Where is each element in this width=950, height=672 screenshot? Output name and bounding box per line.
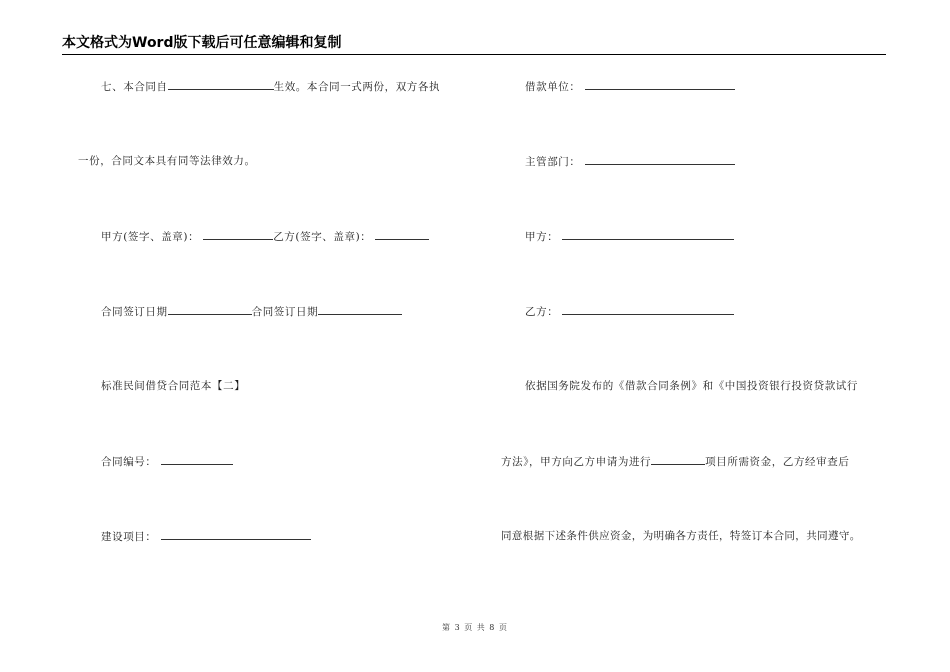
project-blank bbox=[161, 529, 311, 540]
project-name-blank bbox=[651, 454, 705, 465]
basis-text: 依据国务院发布的《借款合同条例》和《中国投资银行投资贷款试行 bbox=[525, 380, 858, 392]
agreement-text: 同意根据下述条件供应资金，为明确各方责任，特签订本合同，共同遵守。 bbox=[501, 530, 861, 542]
page-footer bbox=[0, 622, 950, 633]
department-line bbox=[525, 154, 735, 169]
party-a-signature-blank bbox=[203, 229, 273, 240]
borrower-label: 借款单位： bbox=[525, 81, 581, 93]
signature-line bbox=[101, 229, 429, 244]
agreement-line bbox=[501, 529, 861, 543]
signing-date-blank-b bbox=[318, 304, 402, 315]
contract-number-blank bbox=[161, 454, 233, 465]
section-title-text: 标准民间借贷合同范本【二】 bbox=[101, 380, 246, 392]
signing-date-label-b: 合同签订日期 bbox=[251, 306, 319, 318]
application-line bbox=[501, 454, 849, 469]
clause-seven-end: 生效。本合同一式两份，双方各执 bbox=[273, 81, 441, 93]
signing-date-blank-a bbox=[168, 304, 252, 315]
application-text-start: 方法》，甲方向乙方申请为进行 bbox=[501, 456, 652, 468]
clause-seven-cont-text: 一份，合同文本具有同等法律效力。 bbox=[78, 155, 256, 167]
party-a-label: 甲方： bbox=[525, 231, 559, 243]
project-label: 建设项目： bbox=[101, 531, 157, 543]
effective-date-blank bbox=[168, 79, 274, 90]
contract-number-label: 合同编号： bbox=[101, 456, 157, 468]
party-a-blank bbox=[562, 229, 734, 240]
party-a-line bbox=[525, 229, 734, 244]
application-text-end: 项目所需资金，乙方经审查后 bbox=[705, 456, 850, 468]
party-b-label: 乙方： bbox=[525, 306, 559, 318]
party-a-signature-label: 甲方(签字、盖章)： bbox=[101, 231, 200, 243]
page-number: 第 3 页 共 8 页 bbox=[442, 623, 508, 632]
basis-line bbox=[525, 379, 858, 393]
borrower-blank bbox=[585, 79, 735, 90]
signing-date-line bbox=[101, 304, 402, 319]
clause-seven-start: 七、本合同自 bbox=[101, 81, 168, 93]
party-b-blank bbox=[562, 304, 734, 315]
section-title bbox=[101, 379, 245, 393]
header-title: 本文格式为Word版下载后可任意编辑和复制 bbox=[62, 35, 342, 51]
signing-date-label-a: 合同签订日期 bbox=[101, 306, 168, 318]
borrower-line bbox=[525, 79, 735, 94]
document-header bbox=[62, 34, 886, 55]
department-label: 主管部门： bbox=[525, 156, 581, 168]
project-line bbox=[101, 529, 311, 544]
clause-seven-continuation bbox=[78, 154, 256, 168]
party-b-signature-label: 乙方(签字、盖章)： bbox=[273, 231, 372, 243]
party-b-signature-blank bbox=[375, 229, 429, 240]
clause-seven-line bbox=[101, 79, 440, 94]
department-blank bbox=[585, 154, 735, 165]
party-b-line bbox=[525, 304, 734, 319]
contract-number-line bbox=[101, 454, 233, 469]
